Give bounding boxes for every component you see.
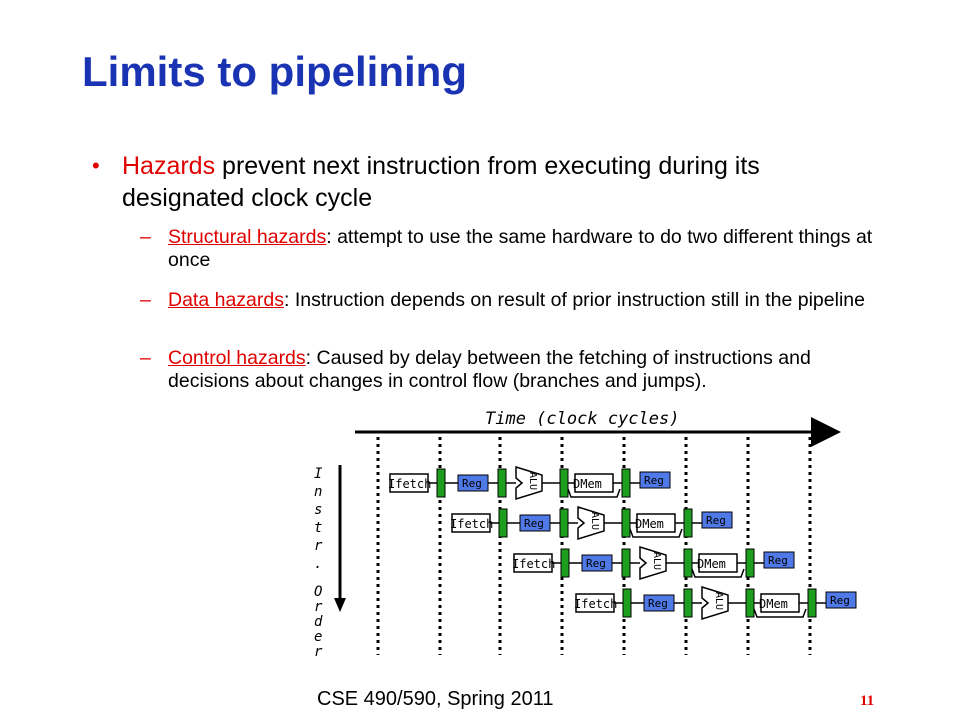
ifetch-label: Ifetch <box>388 477 432 491</box>
dash-icon: – <box>140 226 151 248</box>
pipeline-latch <box>622 509 630 537</box>
subpoint-term: Control hazards <box>168 347 306 369</box>
pipeline-latch <box>437 469 445 497</box>
slide-title: Limits to pipelining <box>82 48 467 95</box>
pipeline-latch <box>746 549 754 577</box>
pipeline-latch <box>561 549 569 577</box>
instr-label: I n s t r . <box>314 466 323 572</box>
dmem-label: DMem <box>697 557 726 571</box>
ifetch-label: Ifetch <box>450 517 494 531</box>
dmem-label: DMem <box>573 477 602 491</box>
pipeline-latch <box>622 549 630 577</box>
reg-label: Reg <box>586 557 606 570</box>
reg-label: Reg <box>462 477 482 490</box>
ifetch-label: Ifetch <box>574 597 618 611</box>
subpoint-body: : attempt to use the same hardware to do two different things at once <box>168 226 873 271</box>
alu-label: ALU <box>713 591 724 611</box>
pipeline-latch <box>560 469 568 497</box>
instruction-row <box>388 467 670 499</box>
alu-label: ALU <box>651 551 662 571</box>
reg-write-label: Reg <box>830 594 850 607</box>
pipeline-latch <box>808 589 816 617</box>
dash-icon: – <box>140 347 151 369</box>
ifetch-label: Ifetch <box>512 557 556 571</box>
hazards-term: Hazards <box>122 152 216 180</box>
instruction-row <box>574 587 856 619</box>
pipeline-latch <box>684 509 692 537</box>
order-label: O r d e r <box>314 584 323 660</box>
pipeline-latch <box>499 509 507 537</box>
time-axis-label: Time (clock cycles) <box>485 409 680 429</box>
page-number: 11 <box>860 693 875 709</box>
main-bullet-body: prevent next instruction from executing during its designated clock cycle <box>122 152 760 212</box>
pipeline-latch <box>622 469 630 497</box>
pipeline-latch <box>623 589 631 617</box>
dash-icon: – <box>140 289 151 311</box>
dmem-label: DMem <box>759 597 788 611</box>
subpoint-term: Data hazards <box>168 289 284 311</box>
pipeline-latch <box>746 589 754 617</box>
bullet-dot-icon: • <box>92 153 100 178</box>
pipeline-latch <box>684 549 692 577</box>
reg-label: Reg <box>524 517 544 530</box>
subpoint-body: : Caused by delay between the fetching of instructions and decisions about changes in control flow (branches and jumps). <box>168 347 811 392</box>
instruction-row <box>512 547 794 579</box>
footer-course: CSE 490/590, Spring 2011 <box>317 688 554 710</box>
instruction-row <box>450 507 732 539</box>
reg-write-label: Reg <box>644 474 664 487</box>
subpoint-body: : Instruction depends on result of prior instruction still in the pipeline <box>283 289 865 311</box>
reg-write-label: Reg <box>768 554 788 567</box>
reg-write-label: Reg <box>706 514 726 527</box>
order-axis-arrowhead <box>334 598 346 612</box>
alu-label: ALU <box>589 511 600 531</box>
pipeline-latch <box>560 509 568 537</box>
reg-label: Reg <box>648 597 668 610</box>
alu-label: ALU <box>527 471 538 491</box>
pipeline-latch <box>684 589 692 617</box>
pipeline-latch <box>498 469 506 497</box>
instruction-rows <box>388 467 856 619</box>
subpoint-term: Structural hazards <box>168 226 327 248</box>
dmem-label: DMem <box>635 517 664 531</box>
